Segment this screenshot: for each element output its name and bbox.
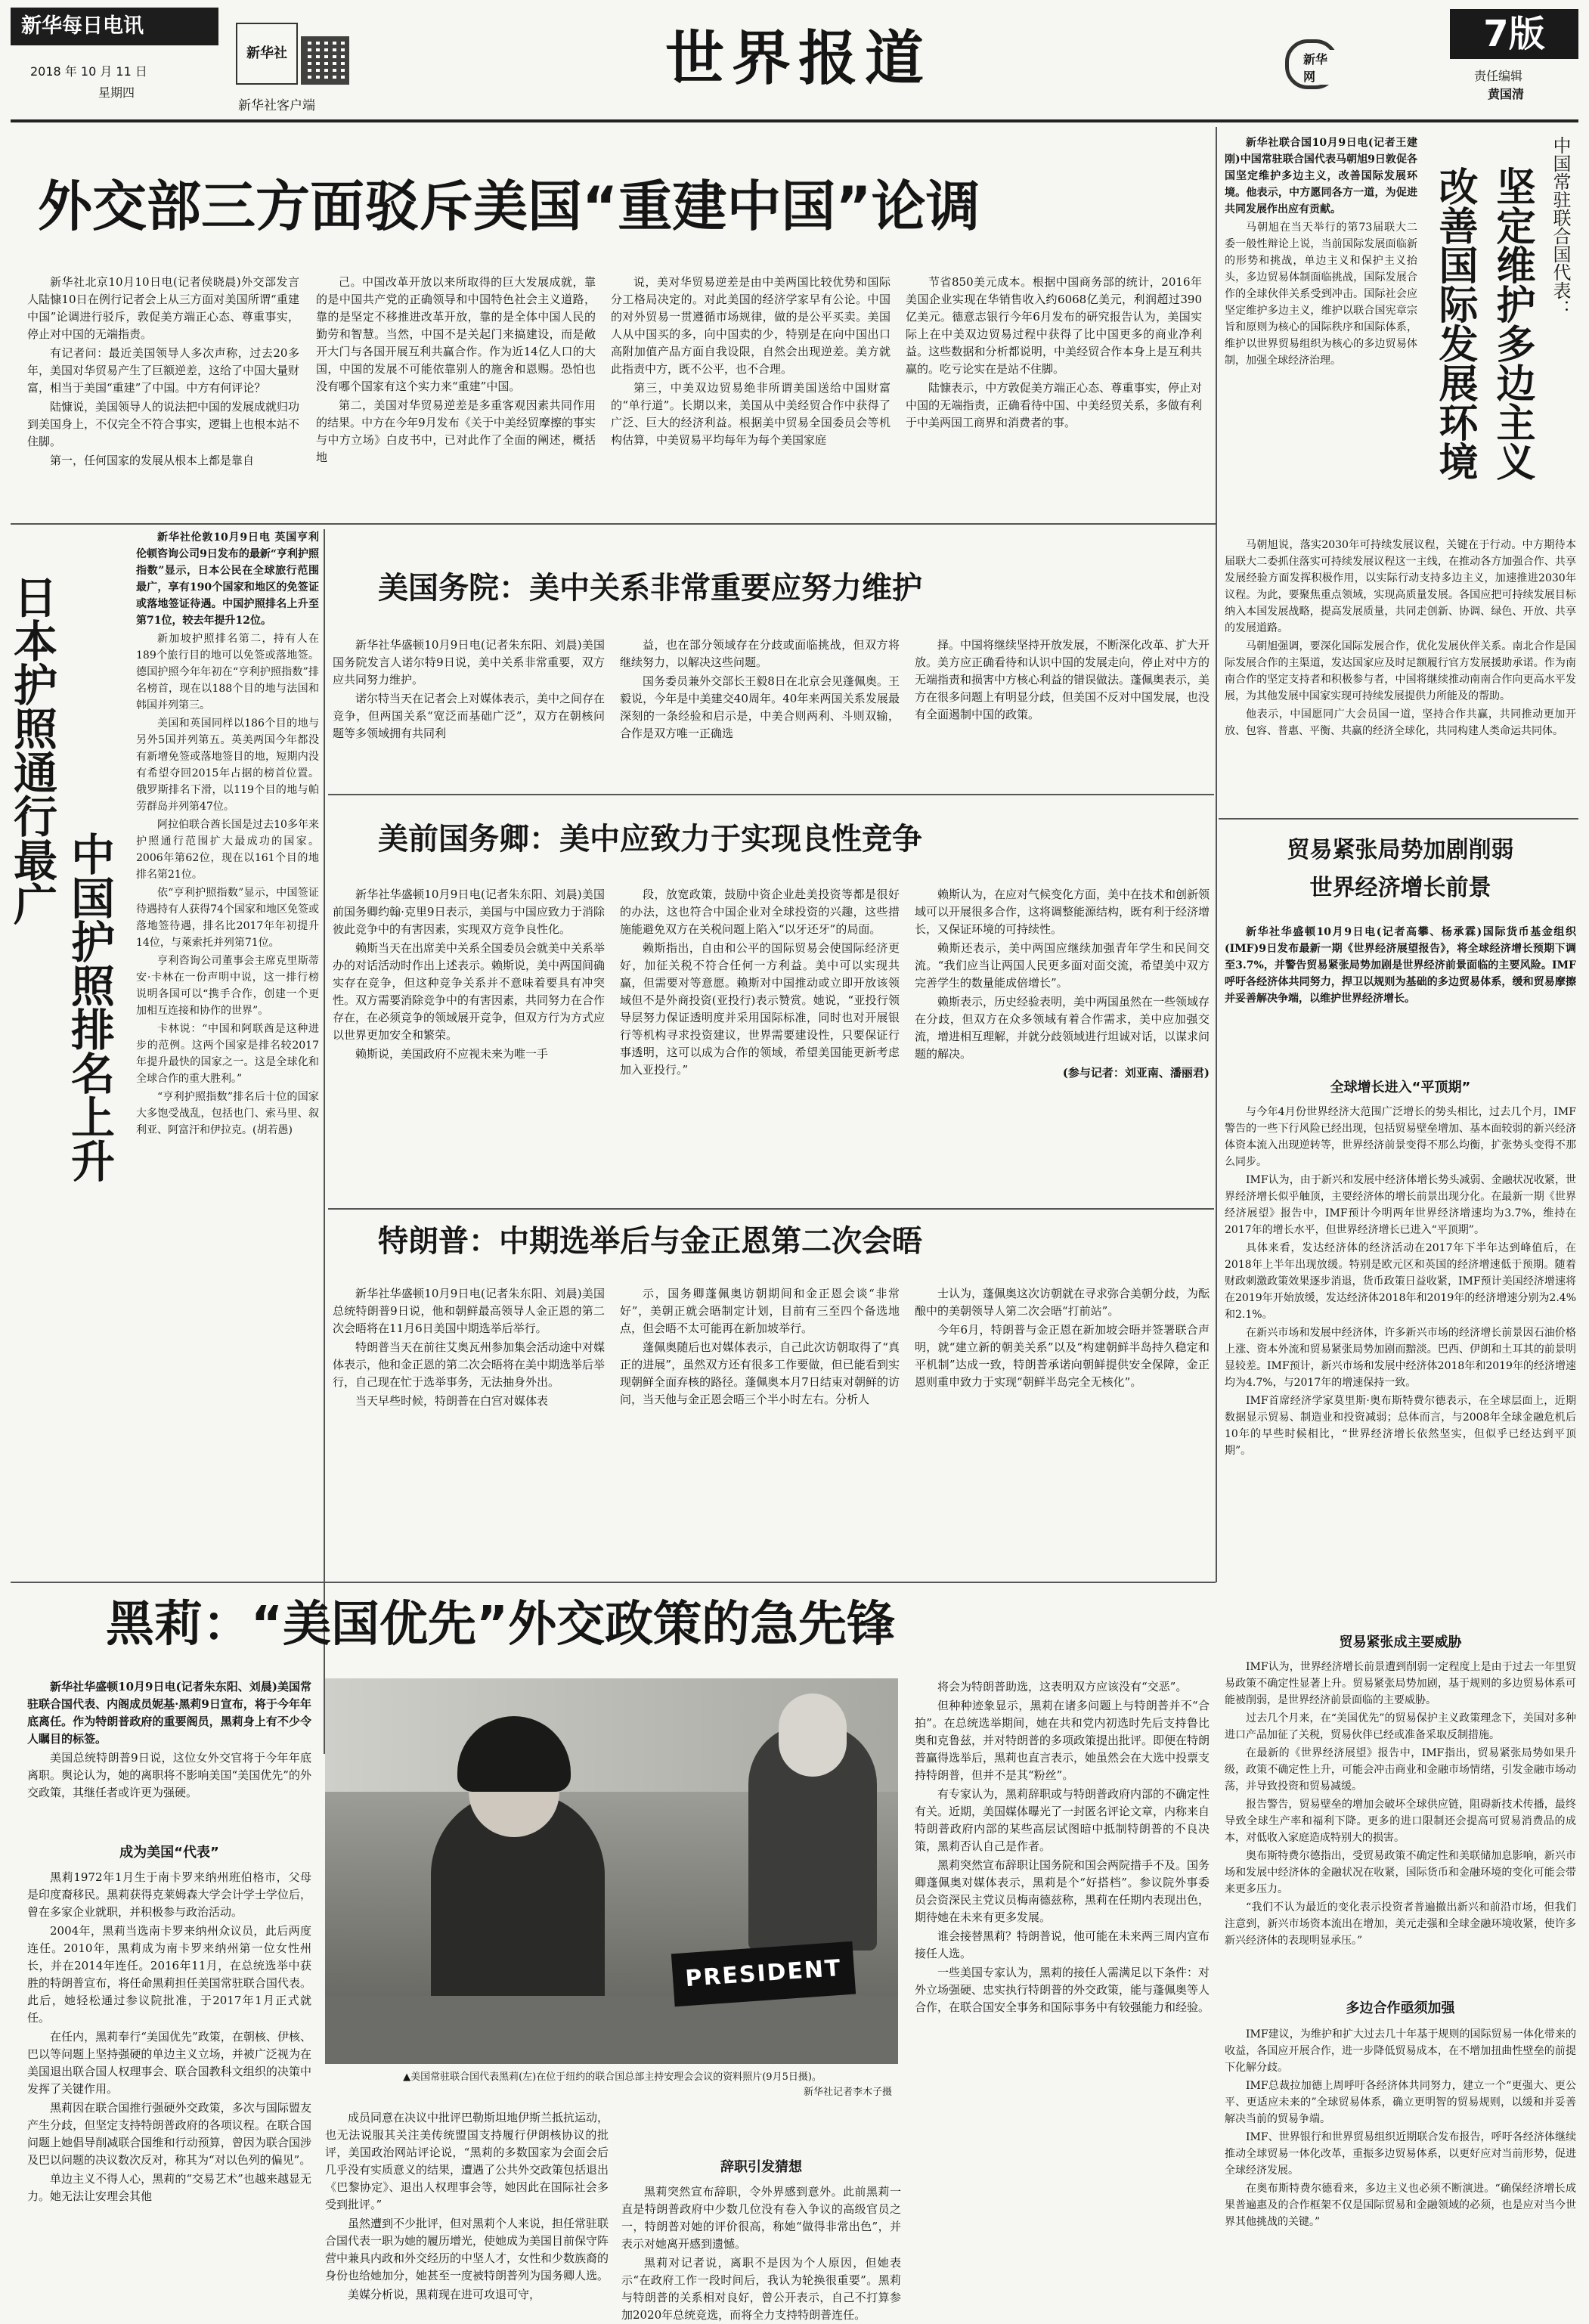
a7-subhead-2: 贸易紧张成主要威胁 [1339, 1635, 1462, 1650]
xinhua-logo: 新华社 [236, 23, 298, 85]
a1-col-3: 说，美对华贸易逆差是由中美两国比较优势和国际分工格局决定的。对此美国的经济学家早有公论。中国的对外贸易一贯遵循市场规律，做的是公平买卖。美国人从中国买的多，向中国卖的少，特别是在向中国出口高附加值产品方面自我设限，自然会出现逆差。美方就此指责中方，既不公平，也不合理。 第三，中美双边贸易绝非所谓美国送给中国财富的“单行道”。长期以来，美国从中美经贸合作中获得了广泛、巨大的经济利益。根据美中贸易全国委员会等机构估算，中美贸易平均每年为每个美国家庭 [611, 275, 891, 447]
a5-col-1: 新华社华盛顿10月9日电(记者朱东阳、刘晨)美国前国务卿约翰·克里9日表示，美国与中国应致力于消除彼此竞争中的有害因素，实现双方竞争良性化。 赖斯当天在出席美中关系全国委员会就美中关系举办的对话活动时作出上述表示。赖斯说，美中两国间确实存在竞争，但这种竞争关系并不意味着要具有冲突性。双方需要消除竞争中的有害因素，共同努力在合作存在，在必须竞争的领域展开竞争，但双方行为方式应以世界更加安全和繁荣。 赖斯说，美国政府不应视未来为唯一手 [333, 888, 606, 1061]
a4-bottom-rule [328, 794, 1214, 795]
a7-intro: 新华社华盛顿10月9日电(记者高攀、杨承霖)国际货币基金组织(IMF)9日发布最新一期《世界经济展望报告》，将全球经济增长预期下调至3.7%，并警告贸易紧张局势加剧是世界经济前景面临的主要风险。IMF呼吁各经济体共同努力，捍卫以规则为基础的多边贸易体系，缓和贸易摩擦并妥善解决争端，以维护世界经济增长。 [1225, 926, 1576, 1005]
xinhuanet-logo: 新华网 [1285, 33, 1338, 86]
a8-col-3: 将会为特朗普助选，这表明双方应该没有“交恶”。 但种种迹象显示，黑莉在诸多问题上与特朗普并不“合拍”。在总统选举期间，她在共和党内初选时先后支持鲁比奥和克鲁兹，并对特朗普的多项政策提出批评。即便在特朗普赢得选举后，黑莉也直言表示，她虽然会在大选中投票支持特朗普，但并不是其“粉丝”。 有专家认为，黑莉辞职或与特朗普政府内部的不确定性有关。近期，美国媒体曝光了一封匿名评论文章，内称来自特朗普政府内部的某些高层试图暗中抵制特朗普的不良决策，黑莉否认自己是作者。 黑莉突然宣布辞职让国务院和国会两院措手不及。国务卿蓬佩奥对媒体表示，黑莉是个“好搭档”。参议院外事委员会资深民主党议员梅南德兹称，黑莉在任期内表现出色，期待她在未来有更多发展。 谁会接替黑莉？特朗普说，他可能在未来两三周内宣布接任人选。 一些美国专家认为，黑莉的接任人需满足以下条件：对外立场强硬、忠实执行特朗普的外交政策，能与蓬佩奥等人合作，在联合国安全事务和国际事务中有较强能力和经验。 [915, 1680, 1210, 2014]
a7-body-1: 与今年4月份世界经济大范围广泛增长的势头相比，过去几个月，IMF警告的一些下行风险已经出现，包括贸易壁垒增加、基本面较弱的新兴经济体资本流入出现逆转等，世界经济前景变得不那么均衡，扩张势头变得不那么同步。 IMF认为，由于新兴和发展中经济体增长势头减弱、金融状况收紧，世界经济增长似乎触顶，主要经济体的增长前景出现分化。在最新一期《世界经济展望》报告中，IMF预计今明两年世界经济增速均为3.7%，维持在2017年的增长水平，但世界经济增长已进入“平顶期”。 具体来看，发达经济体的经济活动在2017年下半年达到峰值后，在2018年上半年出现放缓。特别是欧元区和英国的经济增速低于预期。随着财政刺激政策效果逐步消退，货币政策日益收紧，IMF预计美国经济增速将在2019年开始放缓，发达经济体2018年和2019年的经济增速分别为2.4%和2.1%。 在新兴市场和发展中经济体，许多新兴市场的经济增长前景因石油价格上涨、资本外流和贸易紧张局势加剧而黯淡。巴西、伊朗和土耳其的前景明显较差。IMF预计，新兴市场和发展中经济体2018年和2019年的经济增速均为4.7%，与2017年的增速保持一致。 IMF首席经济学家莫里斯·奥布斯特费尔德表示，在全球层面上，近期数据显示贸易、制造业和投资减弱；总体而言，与2008年全球金融危机后10年的早些时候相比，“世界经济增长依然坚实，但似乎已经达到平顶期”。 [1225, 1106, 1576, 1457]
qr-code-icon[interactable] [301, 36, 349, 85]
a2-vertical-headline: 中国常驻联合国代表： 坚定维护多边主义 改善国际发展环境 [1432, 136, 1571, 481]
a6-col-3: 士认为，蓬佩奥这次访朝就在寻求弥合美朝分歧，为酝酿中的美朝领导人第二次会晤“打前站”。 今年6月，特朗普与金正恩在新加坡会晤并签署联合声明，就“建立新的朝美关系”以及“构建朝鲜半岛持久稳定和平机制”达成一致，特朗普承诺向朝鲜提供安全保障，金正恩则重申致力于实现“朝鲜半岛完全无核化”。 [915, 1287, 1210, 1389]
a2-bottom-rule [1219, 818, 1578, 820]
a5-col-2: 段，放宽政策，鼓励中资企业赴美投资等都是很好的办法，这也符合中国企业对全球投资的兴趣，这些措施能避免双方在关税问题上陷入“以牙还牙”的局面。 赖斯指出，自由和公平的国际贸易会使国际经济更好，加征关税不符合任何一方利益。美中可以实现共赢，但需要对等意愿。赖斯对中国推动或立即开放该领域但不是外商投资(亚投行)表示赞赏。她说，“亚投行领导层努力保证透明度并采用国际标准，同时也对开展银行等机构寻求投资建议，世界需要建设性，只要保证行事透明，这可以成为合作的领域，希望美国能更新考虑加入亚投行。” [620, 888, 900, 1077]
a4-col-1: 新华社华盛顿10月9日电(记者朱东阳、刘晨)美国国务院发言人诺尔特9日说，美中关系非常重要，双方应共同努力维护。 诺尔特当天在记者会上对媒体表示，美中之间存在竞争，但两国关系“宽泛而基础广泛”，双方在朝核问题等多领域拥有共同利 [333, 638, 606, 740]
a8-col-2: 成员同意在决议中批评巴勒斯坦地伊斯兰抵抗运动，也无法说服其关注美传统盟国支持履行伊朗核协议的批评，美国政治网站评论说，“黑莉的多数国家为会面会后几乎没有实质意义的结果，遭遇了公共外交政策包括退出《巴黎协定》、退出人权理事会等，她因此在国际社会多受到批评。” 虽然遭到不少批评，但对黑莉个人来说，担任常驻联合国代表一职为她的履历增光，使她成为美国目前保守阵营中兼具内政和外交经历的中坚人才，女性和少数族裔的身份也给她加分，她甚至一度被特朗普列为国务卿人选。 美媒分析说，黑莉现在进可攻退可守， [325, 2111, 609, 2301]
a8-col-3b [915, 2177, 1210, 2295]
a8-col-1: 新华社华盛顿10月9日电(记者朱东阳、刘晨)美国常驻联合国代表、内阁成员妮基·黑莉9日宣布，将于今年年底离任。作为特朗普政府的重要阁员，黑莉身上有不少令人瞩目的标签。 美国总统特朗普9日说，这位女外交官将于今年年底离职。舆论认为，她的离职将不影响美国“美国优先”的外交政策，其继任者或许更为强硬。 [27, 1680, 311, 1799]
a3-right-rule [324, 529, 325, 1754]
headline-state-department: 美国务院：美中关系非常重要应努力维护 [378, 570, 922, 606]
person-right-head [779, 1693, 847, 1777]
a1-bottom-rule [11, 523, 1216, 525]
editor-label: 责任编辑 [1474, 69, 1523, 83]
a7-body-3: IMF建议，为维护和扩大过去几十年基于规则的国际贸易一体化带来的收益，各国应开展合作，进一步降低贸易成本，在不增加扭曲性壁垒的前提下化解分歧。 IMF总裁拉加德上周呼吁各经济体共同努力，建立一个“更强大、更公平、更适应未来的”全球贸易体系，确立更明智的贸易规则，以缓和并妥善解决当前的贸易争端。 IMF、世界银行和世界贸易组织近期联合发布报告，呼吁各经济体继续推动全球贸易一体化改革，重振多边贸易体系，以更好应对当前形势，促进全球经济发展。 在奥布斯特费尔德看来，多边主义也必须不断演进。“确保经济增长成果普遍惠及的合作框架不仅是国际贸易和金融领域的必须，也是应对当今世界其他挑战的关键。” [1225, 2028, 1576, 2228]
a8-col-4: 黑莉突然宣布辞职，令外界感到意外。此前黑莉一直是特朗普政府中少数几位没有卷入争议的高级官员之一，特朗普对她的评价很高，称她“做得非常出色”，并表示对她离开感到遗憾。 黑莉对记者说，离职不是因为个人原因，但她表示“在政府工作一段时间后，我认为轮换很重要”。黑莉与特朗普的关系相对良好，曾公开表示，自己不打算参加2020年总统竞选，而将全力支持特朗普连任。 [621, 2185, 901, 2322]
right-column-divider [1216, 127, 1217, 1582]
a5-bottom-rule [328, 1208, 1214, 1210]
photo-caption: ▲美国常驻联合国代表黑莉(左)在位于纽约的联合国总部主持安理会会议的资料照片(9月5日摄)。 新华社记者李木子摄 [403, 2071, 892, 2098]
a4-col-2: 益，也在部分领域存在分歧或面临挑战，但双方将继续努力，以解决这些问题。 国务委员兼外交部长王毅8日在北京会见蓬佩奥。王毅说，今年是中美建交40周年。40年来两国关系发展最深刻的一条经验和启示是，中美合则两利、斗则双输，合作是双方唯一正确选 [620, 638, 900, 740]
a7-body-2: IMF认为，世界经济增长前景遭到削弱一定程度上是由于过去一年里贸易政策不确定性显著上升。贸易紧张局势加剧，基于规则的多边贸易体系可能被削弱，是世界经济前景面临的主要威胁。 过去几个月来，在“美国优先”的贸易保护主义政策理念下，美国对多种进口产品加征了关税，贸易伙伴已经或准备采取反制措施。 在最新的《世界经济展望》报告中，IMF指出，贸易紧张局势如果升级，政策不确定性上升，可能会冲击商业和金融市场情绪，引发金融市场动荡，并导致投资和贸易减缓。 报告警告，贸易壁垒的增加会破坏全球供应链，阻碍新技术传播，最终导致全球生产率和福利下降。更多的进口限制还会提高可贸易消费品的成本，对低收入家庭造成特别大的损害。 奥布斯特费尔德指出，受贸易政策不确定性和美联储加息影响，新兴市场和发展中经济体的金融状况在收紧，国际货币和金融环境的变化可能会带来更多压力。 “我们不认为最近的变化表示投资者普遍撤出新兴和前沿市场，但我们注意到，新兴市场资本流出在增加，美元走强和全球金融环境收紧，使许多新兴经济体的表现明显承压。” [1225, 1661, 1576, 1947]
a8-col-1b: 黑莉1972年1月生于南卡罗来纳州班伯格市，父母是印度裔移民。黑莉获得克莱姆森大学会计学士学位后，曾在多家企业就职，并积极参与政治活动。 2004年，黑莉当选南卡罗来纳州众议员，此后两度连任。2010年，黑莉成为南卡罗来纳州第一位女性州长，并在2014年连任。2016年11月，在总统选举中获胜的特朗普宣布，将任命黑莉担任美国常驻联合国代表。此后，她轻松通过参议院批准，于2017年1月正式就任。 在任内，黑莉奉行“美国优先”政策，在朝核、伊核、巴以等问题上坚持强硬的单边主义立场，并被广泛视为在美国退出联合国人权理事会、联合国教科文组织的决策中发挥了关键作用。 黑莉因在联合国推行强硬外交政策，多次与国际盟友产生分歧，但坚定支持特朗普政府的各项议程。在联合国问题上她倡导削减联合国维和行动预算，曾因为联合国涉及巴以问题的决议数次反对，称其为“对以色列的偏见”。 单边主义不得人心，黑莉的“交易艺术”也越来越显无力。她无法让安理会其他 [27, 1870, 311, 2203]
issue-date: 2018 年 10 月 11 日 [30, 64, 147, 79]
headline-foreign-ministry: 外交部三方面驳斥美国“重建中国”论调 [38, 175, 980, 238]
masthead-brand: 新华每日电讯 [21, 14, 144, 38]
a2-body: 马朝旭说，落实2030年可持续发展议程，关键在于行动。中方期待本届联大二委抓住落实可持续发展议程这一主线，在推动各方加强合作、共享发展经验方面发挥积极作用，以实际行动支持多边主义，加速推进2030年议程。为此，要聚焦重点领域，实现高质量发展。各国应把可持续发展目标纳入本国发展战略，提高发展质量，共同走创新、协调、绿色、开放、共享的发展道路。 马朝旭强调，要深化国际发展合作，优化发展伙伴关系。南北合作是国际发展合作的主渠道，发达国家应及时足额履行官方发展援助承诺。作为南南合作的坚定支持者和积极参与者，中国将继续推动南南合作向更高水平发展，为其他发展中国家实现可持续发展提供力所能及的帮助。 他表示，中国愿同广大会员国一道，坚持合作共赢，共同推动更加开放、包容、普惠、平衡、共赢的经济全球化，共同构建人类命运共同体。 [1225, 539, 1576, 737]
a8-subhead-1: 成为美国“代表” [119, 1845, 219, 1861]
a6-col-1: 新华社华盛顿10月9日电(记者朱东阳、刘晨)美国总统特朗普9日说，他和朝鲜最高领导人金正恩的第二次会晤将在11月6日美国中期选举后举行。 特朗普当天在前往艾奥瓦州参加集会活动途中对媒体表示，他和金正恩的第二次会晤将在美中期选举后举行，自己现在忙于选举事务，无法抽身外出。 当天早些时候，特朗普在白宫对媒体表 [333, 1287, 606, 1408]
a5-col-3: 赖斯认为，在应对气候变化方面，美中在技术和创新领域可以开展很多合作，这将调整能源结构，既有利于经济增长，又保证环境的可持续性。 赖斯还表示，美中两国应继续加强青年学生和民间交流。“我们应当让两国人民更多面对面交流，希望美中双方完善学生的数量能成倍增长”。 赖斯表示，历史经验表明，美中两国虽然在一些领域存在分歧，但双方在众多领域有着合作需求，美中应加强交流，增进相互理解，并就分歧领域进行坦诚对话，以谋求问题的解决。 (参与记者：刘亚南、潘丽君) [915, 888, 1210, 1080]
section-title: 世界报道 [665, 24, 932, 93]
a8-subhead-2: 辞职引发猜想 [720, 2159, 802, 2175]
headline-trump-kim: 特朗普：中期选举后与金正恩第二次会晤 [378, 1223, 922, 1259]
a8-top-rule [11, 1582, 1216, 1583]
a6-col-2: 示，国务卿蓬佩奥访朝期间和金正恩会谈“非常好”，美朝正就会晤制定计划，目前有三至四个备选地点，但会晤不太可能再在新加坡举行。 蓬佩奥随后也对媒体表示，自己此次访朝取得了“真正的进展”，虽然双方还有很多工作要做，但已能看到实现朝鲜全面弃核的路径。蓬佩奥本月7日结束对朝鲜的访问，当天他与金正恩会晤三个半小时左右。分析人 [620, 1287, 900, 1406]
page-number-badge: 7版 [1450, 9, 1578, 59]
issue-weekday: 星期四 [98, 85, 135, 100]
a7-subhead-1: 全球增长进入“平顶期” [1330, 1080, 1471, 1095]
a1-col-1: 新华社北京10月10日电(记者侯晓晨)外交部发言人陆慷10日在例行记者会上从三方面对美国所谓“重建中国”论调进行驳斥，敦促美方端正心态、尊重事实，停止对中国的无端指责。 有记者问：最近美国领导人多次声称，过去20多年，美国对华贸易产生了巨额逆差，这给了中国大量财富，相当于美国“重建”了中国。中方有何评论？ 陆慷说，美国领导人的说法把中国的发展成就归功到美国身上，不仅完全不符合事实，逻辑上也根本站不住脚。 第一，任何国家的发展从根本上都是靠自 [27, 275, 300, 467]
editor-name: 黄国清 [1488, 87, 1525, 101]
a7-subhead-3: 多边合作亟须加强 [1346, 2000, 1455, 2016]
a1-col-2: 己。中国改革开放以来所取得的巨大发展成就，靠的是中国共产党的正确领导和中国特色社会主义道路，靠的是坚定不移推进改革开放，靠的是全体中国人民的勤劳和智慧。当然，中国不是关起门来搞建设，而是敞开大门与各国开展互利共赢合作。作为近14亿人口的大国，中国的发展不可能依靠别人的施舍和恩赐。恐怕也没有哪个国家有这个实力来“重建”中国。 第二，美国对华贸易逆差是多重客观因素共同作用的结果。中方在今年9月发布《关于中美经贸摩擦的事实与中方立场》白皮书中，已对此作了全面的阐述，概括地 [316, 275, 596, 464]
a4-col-3: 择。中国将继续坚持开放发展，不断深化改革、扩大开放。美方应正确看待和认识中国的发展走向，停止对中方的无端指责和损害中方核心利益的错误做法。蓬佩奥表示，美方在很多问题上有明显分歧，但美国不反对中国发展，也没有全面遏制中国的政策。 [915, 638, 1210, 721]
a1-col-4: 节省850美元成本。根据中国商务部的统计，2016年美国企业实现在华销售收入约6068亿美元，利润超过390亿美元。德意志银行今年6月发布的研究报告认为，美国实际上在中美双边贸易过程中获得了比中国更多的商业净利益。这些数据和分析都说明，中美经贸合作本身上是互利共赢的。吃亏论实在是站不住脚。 陆慷表示，中方敦促美方端正心态、尊重事实，停止对中国的无端指责，正确看待中国、中美经贸关系，多做有利于中美两国工商界和消费者的事。 [906, 275, 1202, 429]
haley-photo [325, 1678, 898, 2064]
headline-imf: 贸易紧张局势加剧削弱世界经济增长前景 [1287, 837, 1514, 901]
president-placard: PRESIDENT [671, 1941, 856, 2007]
headline-former-secretary: 美前国务卿：美中应致力于实现良性竞争 [378, 821, 922, 857]
masthead-rule [11, 119, 1578, 122]
masthead-brand-block [11, 8, 218, 45]
a2-intro: 新华社联合国10月9日电(记者王建刚)中国常驻联合国代表马朝旭9日敦促各国坚定维护多边主义，改善国际发展环境。他表示，中方愿同各方一道，为促进共同发展作出应有贡献。 马朝旭在当天举行的第73届联大二委一般性辩论上说，当前国际发展面临新的形势和挑战，单边主义和保护主义抬头，多边贸易体制面临挑战，国际发展合作的全球伙伴关系受到冲击。国际社会应坚定维护多边主义，维护以联合国宪章宗旨和原则为核心的国际秩序和国际体系，维护以世界贸易组织为核心的多边贸易体制，加强全球经济治理。 [1225, 137, 1417, 367]
client-label: 新华社客户端 [238, 98, 315, 113]
a3-vertical-headline: 日本护照通行最广 中国护照排名上升 [6, 575, 115, 1182]
desk [325, 1996, 898, 2064]
a3-body: 新华社伦敦10月9日电 英国亨利伦顿咨询公司9日发布的最新“亨利护照指数”显示，日本公民在全球旅行范围最广，享有190个国家和地区的免签证或落地签证待遇。中国护照排名上升至第71位，较去年提升12位。 新加坡护照排名第二，持有人在189个旅行目的地可以免签或落地签。德国护照今年年初在“亨利护照指数”排名榜首，现在以188个目的地与法国和韩国并列第三。 美国和英国同样以186个目的地与另外5国并列第五。英美两国今年都没有新增免签或落地签目的地，短期内没有希望夺回2015年占据的榜首位置。俄罗斯排名下滑，以119个目的地与帕劳群岛并列第47位。 阿拉伯联合酋长国是过去10多年来护照通行范围扩大最成功的国家。2006年第62位，现在以161个目的地排名第21位。 依“亨利护照指数”显示，中国签证待遇持有人获得74个国家和地区免签或落地签待遇，排名比2017年年初提升14位，与萊索托并列第71位。 亨利咨询公司董事会主席克里斯蒂安·卡林在一份声明中说，这一排行榜说明各国可以“携手合作，创建一个更加相互连接和协作的世界”。 卡林说：“中国和阿联酋是这种进步的范例。这两个国家是排名较2017年提升最快的国家之一。这是全球化和全球合作的重大胜利。” “亨利护照指数”排名后十位的国家大多饱受战乱，包括也门、索马里、叙利亚、阿富汗和伊拉克。(胡若愚) [136, 531, 319, 1136]
headline-haley: 黑莉：“美国优先”外交政策的急先锋 [106, 1597, 896, 1653]
